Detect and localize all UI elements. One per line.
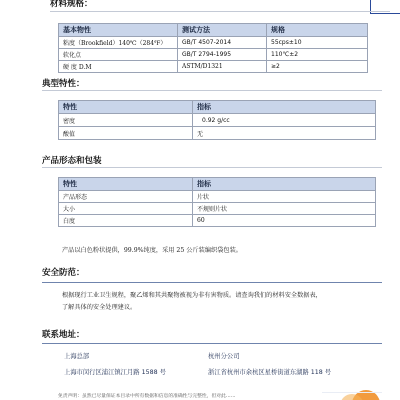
table-row bbox=[59, 215, 376, 227]
typical-props-title: 典型特性： bbox=[42, 79, 85, 89]
table-header-cell: 特性 bbox=[59, 101, 193, 114]
table-cell: GB/T 4507-2014 bbox=[178, 37, 267, 49]
table-row bbox=[59, 114, 376, 127]
contact-title: 联系地址： bbox=[42, 330, 85, 340]
table-row bbox=[59, 191, 376, 203]
table-cell: 60 bbox=[193, 215, 376, 227]
table-row bbox=[59, 37, 368, 49]
table-cell: 密度 bbox=[59, 114, 193, 127]
hangzhou-office-address: 浙江省杭州市余杭区星桥街道东湖路 118 号 bbox=[208, 369, 332, 376]
table-header-cell: 基本物性 bbox=[59, 24, 178, 37]
table-cell: 无 bbox=[193, 127, 376, 140]
table-cell: 白度 bbox=[59, 215, 193, 227]
table-cell: 酸值 bbox=[59, 127, 193, 140]
table-row bbox=[59, 203, 376, 215]
table-cell: ASTM/D1321 bbox=[178, 61, 267, 73]
table-cell: 110℃±2 bbox=[267, 49, 368, 61]
typical-props-table bbox=[58, 100, 376, 140]
table-cell: ≥2 bbox=[267, 61, 368, 73]
table-header-cell: 指标 bbox=[193, 178, 376, 191]
table-cell: GB/T 2794-1995 bbox=[178, 49, 267, 61]
table-cell: 0.92 g/cc bbox=[193, 114, 376, 127]
shanghai-office-address: 上海市闵行区浦江镇江月路 1588 号 bbox=[64, 369, 166, 376]
table-cell: 硬 度 D.M bbox=[59, 61, 178, 73]
table-header-cell: 指标 bbox=[193, 101, 376, 114]
packaging-note: 产品以白色粉状提供，99.9%纯度，采用 25 公斤装编织袋包装。 bbox=[62, 247, 242, 254]
shanghai-office-name: 上海总部 bbox=[64, 353, 90, 360]
table-row bbox=[59, 49, 368, 61]
table-cell: 产品形态 bbox=[59, 191, 193, 203]
material-spec-table bbox=[58, 23, 368, 73]
table-row bbox=[59, 127, 376, 140]
table-header-row bbox=[59, 178, 376, 191]
page-top-right-mark bbox=[370, 0, 400, 14]
table-cell: 55cps±10 bbox=[267, 37, 368, 49]
footer-disclaimer: 免责声明：虽然已尽量保证本目录中所有数据和信息的准确性与完整性，但对此…… bbox=[58, 394, 236, 399]
table-header-cell: 规格 bbox=[267, 24, 368, 37]
top-divider bbox=[50, 11, 390, 12]
safety-line-2: 了解具体的安全处理建议。 bbox=[62, 304, 137, 311]
table-cell: 不规则片状 bbox=[193, 203, 376, 215]
table-row bbox=[59, 61, 368, 73]
table-cell: 粘度（Brookfield）140℃（284℉） bbox=[59, 37, 178, 49]
table-cell: 片状 bbox=[193, 191, 376, 203]
product-form-table bbox=[58, 177, 376, 227]
table-header-row bbox=[59, 24, 368, 37]
typical-props-divider bbox=[42, 90, 382, 91]
product-form-title: 产品形态和包装 bbox=[42, 156, 102, 166]
safety-title: 安全防范： bbox=[42, 268, 85, 278]
table-cell: 软化点 bbox=[59, 49, 178, 61]
product-form-divider bbox=[42, 167, 382, 168]
table-header-cell: 测试方法 bbox=[178, 24, 267, 37]
hangzhou-office-name: 杭州分公司 bbox=[208, 353, 240, 360]
table-header-cell: 特性 bbox=[59, 178, 193, 191]
material-spec-title: 材料规格： bbox=[50, 0, 93, 9]
safety-line-1: 根据现行工业卫生规程，聚乙烯和其共聚物被视为非有害物质。请查询我们的材料安全数据表， bbox=[62, 292, 322, 299]
footer-decoration bbox=[322, 382, 382, 400]
safety-divider bbox=[42, 282, 382, 283]
table-cell: 大小 bbox=[59, 203, 193, 215]
table-header-row bbox=[59, 101, 376, 114]
contact-divider bbox=[42, 343, 382, 344]
